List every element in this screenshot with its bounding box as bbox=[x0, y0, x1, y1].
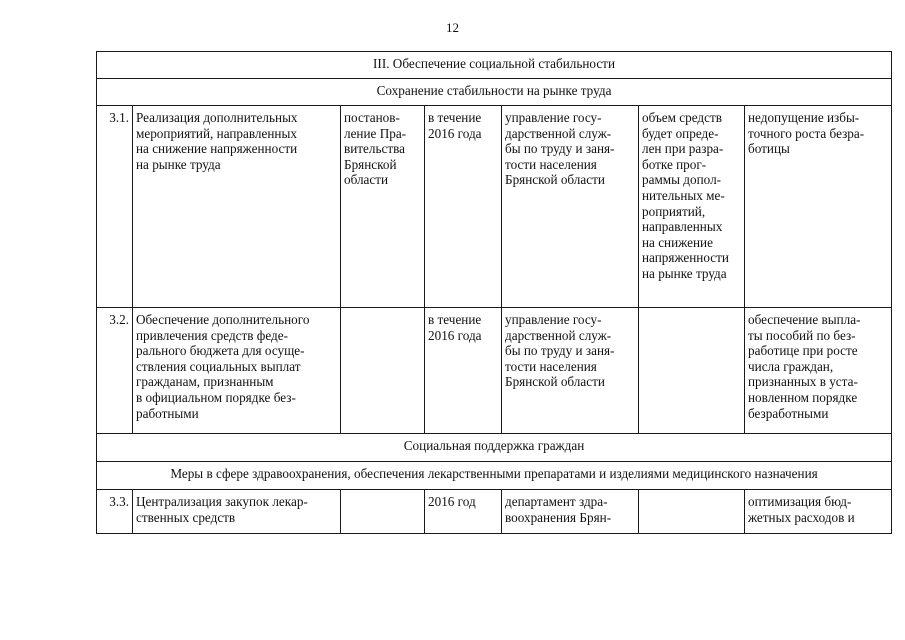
measure-cell: Централизация закупок лекар- ственных средств bbox=[133, 490, 341, 534]
section-header-row bbox=[97, 52, 892, 79]
measure-cell: Реализация дополнительных мероприятий, направленных на снижение напряженности на рынке труда bbox=[133, 106, 341, 308]
subsection-header-row bbox=[97, 462, 892, 490]
executor-cell: управление госу- дарственной служ- бы по труду и заня- тости населения Брянской области bbox=[502, 308, 639, 434]
funding-cell bbox=[639, 490, 745, 534]
subsection-health-title: Меры в сфере здравоохранения, обеспечения лекарственными препаратами и изделиями медицинского назначения bbox=[97, 462, 892, 490]
table-row bbox=[97, 308, 892, 434]
deadline-cell: в течение 2016 года bbox=[425, 106, 502, 308]
table-row bbox=[97, 490, 892, 534]
subsection-header-row bbox=[97, 434, 892, 462]
item-number: 3.2. bbox=[97, 308, 133, 434]
result-cell: недопущение избы- точного роста безра- ботицы bbox=[745, 106, 892, 308]
document-cell bbox=[341, 308, 425, 434]
executor-cell: управление госу- дарственной служ- бы по труду и заня- тости населения Брянской области bbox=[502, 106, 639, 308]
measure-cell: Обеспечение дополнительного привлечения средств феде- рального бюджета для осуще- ствления социальных выплат гражданам, признанным в официальном порядке без- работными bbox=[133, 308, 341, 434]
result-cell: обеспечение выпла- ты пособий по без- работице при росте числа граждан, признанных в уста- новленном порядке безработными bbox=[745, 308, 892, 434]
deadline-cell: 2016 год bbox=[425, 490, 502, 534]
item-number: 3.1. bbox=[97, 106, 133, 308]
document-cell bbox=[341, 490, 425, 534]
subsection-employment-title: Сохранение стабильности на рынке труда bbox=[97, 79, 892, 106]
table-row bbox=[97, 106, 892, 308]
deadline-cell: в течение 2016 года bbox=[425, 308, 502, 434]
subsection-header-row bbox=[97, 79, 892, 106]
item-number: 3.3. bbox=[97, 490, 133, 534]
subsection-support-title: Социальная поддержка граждан bbox=[97, 434, 892, 462]
section-title: III. Обеспечение социальной стабильности bbox=[97, 52, 892, 79]
funding-cell bbox=[639, 308, 745, 434]
document-cell: постанов- ление Пра- вительства Брянской области bbox=[341, 106, 425, 308]
action-plan-table bbox=[96, 51, 892, 534]
executor-cell: департамент здра- воохранения Брян- bbox=[502, 490, 639, 534]
page-number: 12 bbox=[446, 20, 459, 35]
funding-cell: объем средств будет опреде- лен при разра- ботке прог- раммы допол- нительных ме- роприятий, направленных на снижение напряженности на рынке труда bbox=[639, 106, 745, 308]
result-cell: оптимизация бюд- жетных расходов и bbox=[745, 490, 892, 534]
